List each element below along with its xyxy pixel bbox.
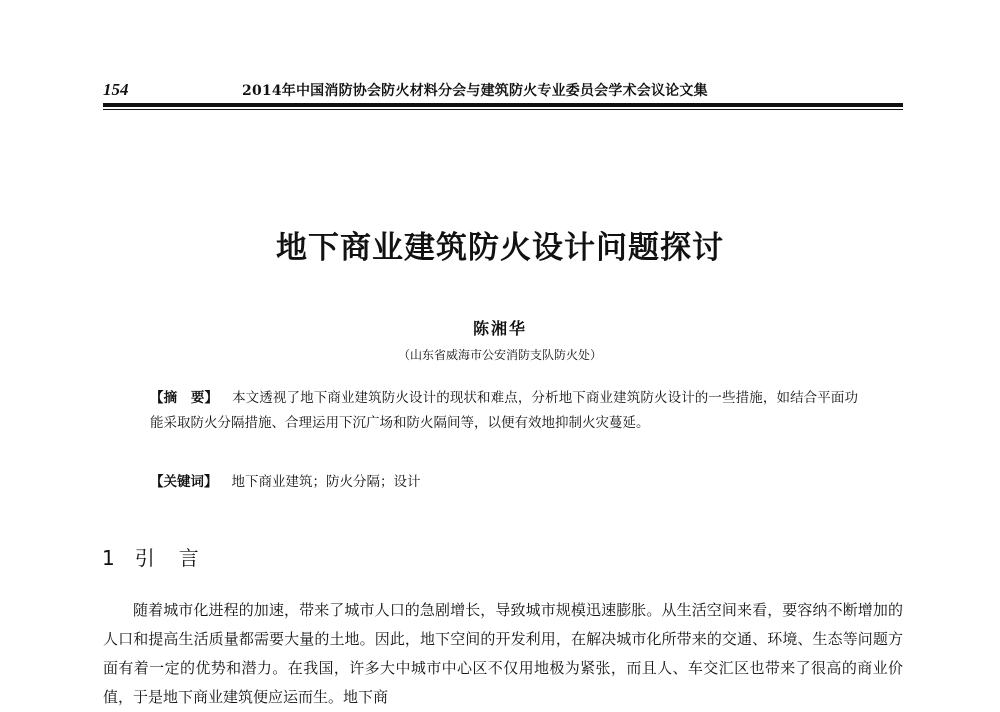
header-rule-thin [103, 109, 903, 110]
running-header: 2014年中国消防协会防火材料分会与建筑防火专业委员会学术会议论文集 [242, 83, 708, 99]
section-heading [102, 542, 201, 571]
page-number: 154 [103, 80, 129, 99]
keywords-label: 【关键词】 [150, 474, 218, 490]
abstract-block [150, 386, 858, 436]
abstract-text: 本文透视了地下商业建筑防火设计的现状和难点，分析地下商业建筑防火设计的一些措施，如结合平面功能采取防火分隔措施、合理运用下沉广场和防火隔间等，以便有效地抑制火灾蔓延。 [150, 390, 859, 431]
keywords-text: 地下商业建筑；防火分隔；设计 [231, 474, 421, 490]
header-rule-thick [103, 103, 903, 107]
author-name: 陈湘华 [472, 319, 527, 338]
article-title: 地下商业建筑防火设计问题探讨 [276, 230, 724, 266]
section-title: 引 言 [134, 546, 201, 570]
author-affiliation: （山东省威海市公安消防支队防火处） [397, 348, 602, 362]
body-paragraph: 随着城市化进程的加速，带来了城市人口的急剧增长，导致城市规模迅速膨胀。从生活空间来看，要容纳不断增加的人口和提高生活质量都需要大量的土地。因此，地下空间的开发利用，在解决城市化所带来的交通、环境、生态等问题方面有着一定的优势和潜力。在我国，许多大中城市中心区不仅用地极为紧张，而且人、车交汇区也带来了很高的商业价值，于是地下商业建筑便应运而生。地下商 [103, 601, 903, 706]
keywords-block [150, 470, 858, 495]
section-number: 1 [102, 546, 117, 570]
abstract-label: 【摘 要】 [150, 390, 219, 406]
